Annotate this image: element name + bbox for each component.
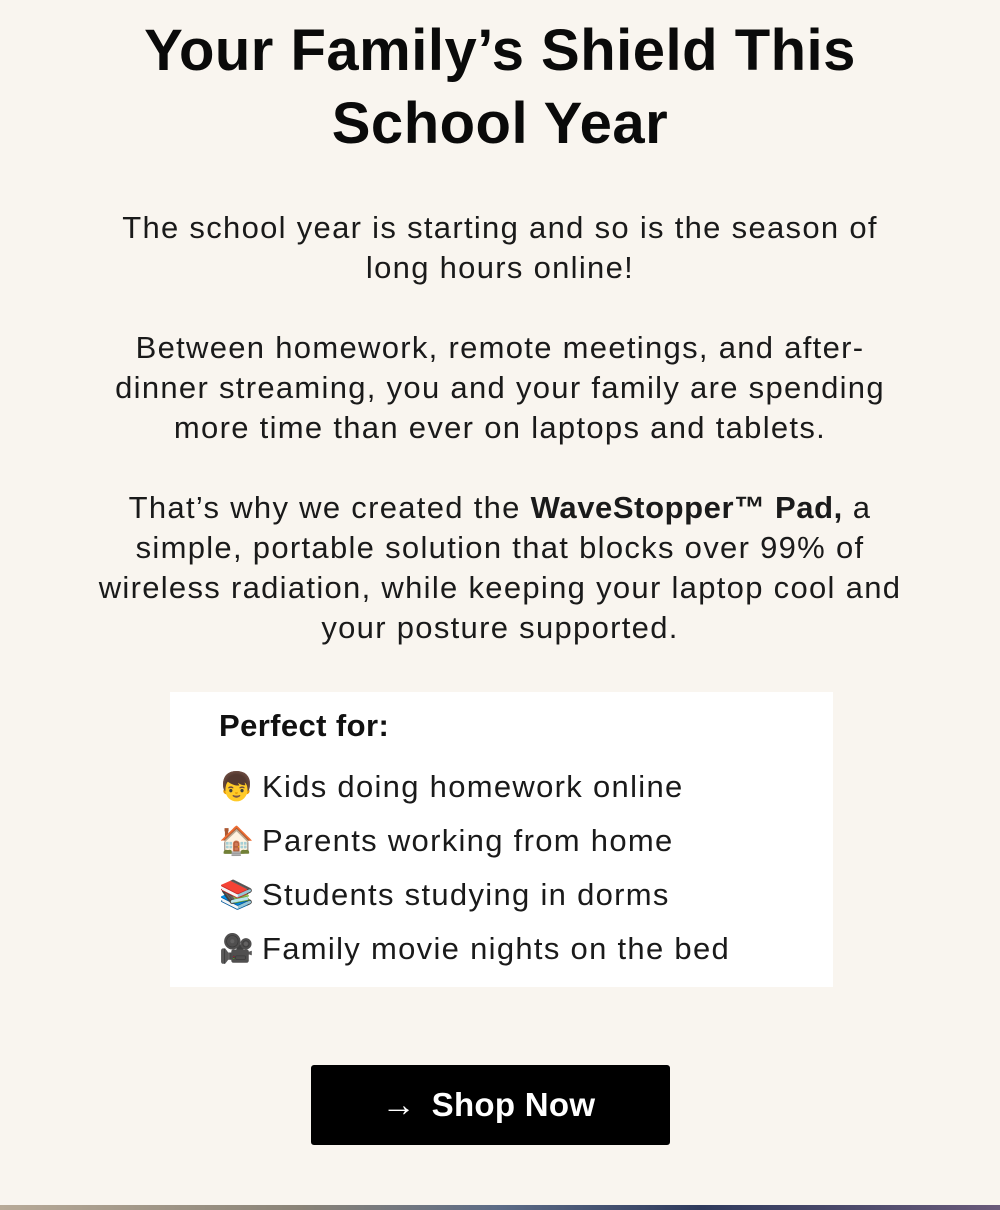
- arrow-right-icon: →: [381, 1086, 416, 1124]
- intro-paragraph: The school year is starting and so is the season of long hours online!: [122, 210, 878, 285]
- product-paragraph: [90, 488, 910, 648]
- child-face-icon: 👦: [219, 771, 256, 802]
- list-item-label: Parents working from home: [262, 823, 674, 858]
- list-item: [219, 760, 833, 814]
- product-paragraph-rest: a simple, portable solution that blocks over 99% of wireless radiation, while keeping your laptop cool and your posture supported.: [98, 490, 902, 645]
- movie-camera-icon: 🎥: [219, 933, 256, 964]
- list-item-label: Students studying in dorms: [262, 877, 670, 912]
- perfect-for-heading: Perfect for:: [219, 708, 390, 743]
- product-name: WaveStopper™ Pad,: [530, 490, 843, 525]
- shop-now-label: Shop Now: [431, 1086, 596, 1123]
- hero-image-edge: [0, 1205, 1000, 1210]
- body-copy: [90, 208, 910, 648]
- list-item-label: Kids doing homework online: [262, 769, 684, 804]
- shop-now-button[interactable]: [311, 1065, 670, 1145]
- list-item: [219, 814, 833, 868]
- list-item: [219, 922, 833, 976]
- books-icon: 📚: [219, 879, 256, 910]
- perfect-for-list: [219, 760, 833, 976]
- house-icon: 🏠: [219, 825, 256, 856]
- list-item-label: Family movie nights on the bed: [262, 931, 731, 966]
- headline: Your Family’s Shield This School Year: [144, 18, 856, 156]
- product-paragraph-lead: That’s why we created the: [128, 490, 531, 525]
- perfect-for-card: [170, 692, 833, 987]
- context-paragraph: Between homework, remote meetings, and after-dinner streaming, you and your family are spending more time than ever on laptops and tablets.: [115, 330, 885, 445]
- list-item: [219, 868, 833, 922]
